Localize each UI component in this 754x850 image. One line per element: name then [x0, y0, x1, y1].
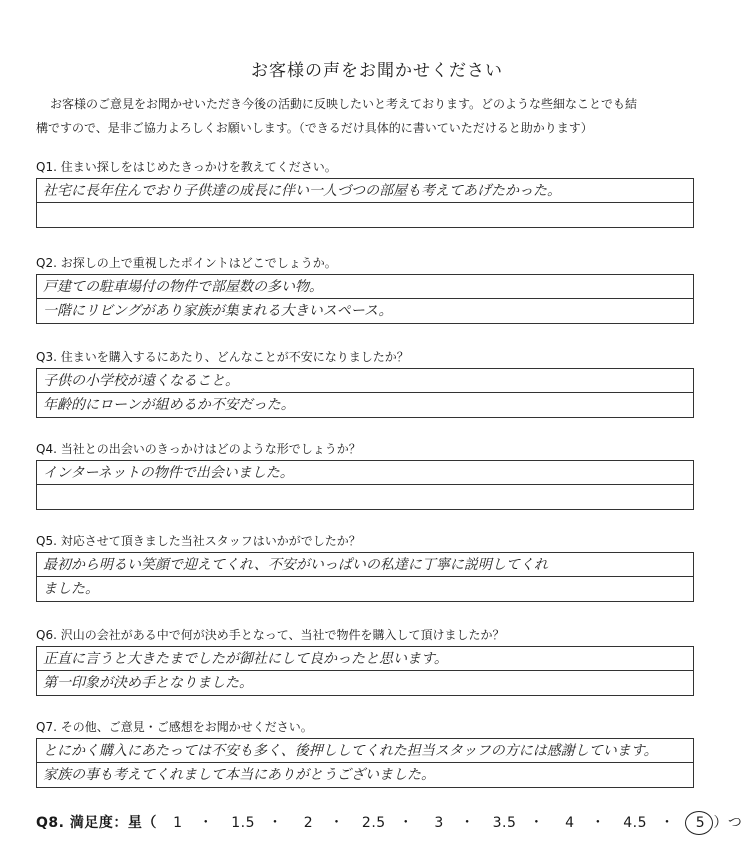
question-2-answer-line-1[interactable]: 戸建ての駐車場付の物件で部屋数の多い物。	[37, 275, 693, 299]
intro-line-2: 構ですので、是非ご協力よろしくお願いします。（できるだけ具体的に書いていただけると助かります）	[36, 121, 593, 135]
question-6-answer-box	[36, 646, 694, 696]
question-5-answer-box	[36, 552, 694, 602]
rating-option-4[interactable]: 4	[565, 815, 575, 831]
rating-separator: ・	[460, 815, 475, 831]
rating-separator: ・	[660, 815, 675, 831]
rating-option-1[interactable]: 1	[173, 815, 183, 831]
intro-line-1: お客様のご意見をお聞かせいただき今後の活動に反映したいと考えております。どのような些細なことでも結	[50, 97, 638, 111]
question-3-answer-line-1[interactable]: 子供の小学校が遠くなること。	[37, 369, 693, 393]
question-3-answer-box	[36, 368, 694, 418]
question-5-label: Q5. 対応させて頂きました当社スタッフはいかがでしたか？	[36, 534, 361, 548]
question-1-answer-line-2[interactable]	[37, 203, 693, 227]
rating-options	[170, 815, 714, 831]
question-6-label: Q6. 沢山の会社がある中で何が決め手となって、当社で物件を購入して頂けましたか？	[36, 628, 505, 642]
question-2-label: Q2. お探しの上で重視したポイントはどこでしょうか。	[36, 256, 337, 270]
question-5-answer-line-1[interactable]: 最初から明るい笑顔で迎えてくれ、不安がいっぱいの私達に丁寧に説明してくれ	[37, 553, 693, 577]
question-7-label: Q7. その他、ご意見・ご感想をお聞かせください。	[36, 720, 313, 734]
question-6-answer-line-1[interactable]: 正直に言うと大きたまでしたが御社にして良かったと思います。	[37, 647, 693, 671]
rating-option-3[interactable]: 3	[434, 815, 444, 831]
question-6-answer-line-2[interactable]: 第一印象が決め手となりました。	[43, 675, 253, 691]
question-1-label: Q1. 住まい探しをはじめたきっかけを教えてください。	[36, 160, 337, 174]
rating-option-3-5[interactable]: 3.5	[492, 815, 517, 831]
question-2-answer-box	[36, 274, 694, 324]
rating-separator: ・	[198, 815, 214, 831]
question-7-answer-box	[36, 738, 694, 788]
question-4-answer-box	[36, 460, 694, 510]
question-1-answer-box	[36, 178, 694, 228]
rating-option-1-5[interactable]: 1.5	[231, 815, 256, 831]
question-3-answer-line-2[interactable]: 年齢的にローンが組めるか不安だった。	[43, 397, 295, 413]
rating-separator: ・	[268, 815, 283, 831]
question-4-answer-line-1[interactable]: インターネットの物件で出会いました。	[37, 461, 693, 485]
question-8-suffix: ）つ	[713, 815, 743, 831]
question-8-satisfaction	[36, 812, 742, 832]
rating-option-5[interactable]: 5	[692, 815, 708, 831]
question-7-answer-line-1[interactable]: とにかく購入にあたっては不安も多く、後押ししてくれた担当スタッフの方には感謝しています。	[37, 739, 693, 763]
question-1-answer-line-1[interactable]: 社宅に長年住んでおり子供達の成長に伴い一人づつの部屋も考えてあげたかった。	[37, 179, 693, 203]
rating-separator: ・	[329, 815, 344, 831]
question-8-label: Q8. 満足度：星（	[36, 815, 157, 831]
survey-title: お客様の声をお聞かせください	[251, 61, 503, 81]
rating-separator: ・	[398, 815, 414, 831]
question-5-answer-line-2[interactable]: ました。	[43, 581, 99, 597]
rating-option-2-5[interactable]: 2.5	[361, 815, 386, 831]
question-4-answer-line-2[interactable]	[37, 485, 693, 509]
question-4-label: Q4. 当社との出会いのきっかけはどのような形でしょうか？	[36, 442, 361, 456]
rating-separator: ・	[529, 815, 544, 831]
rating-option-4-5[interactable]: 4.5	[623, 815, 648, 831]
rating-option-2[interactable]: 2	[303, 815, 314, 831]
question-3-label: Q3. 住まいを購入するにあたり、どんなことが不安になりましたか？	[36, 350, 409, 364]
question-2-answer-line-2[interactable]: 一階にリビングがあり家族が集まれる大きいスペース。	[43, 303, 393, 319]
intro-text	[36, 92, 720, 140]
rating-separator: ・	[590, 815, 606, 831]
question-7-answer-line-2[interactable]: 家族の事も考えてくれまして本当にありがとうございました。	[43, 767, 435, 783]
